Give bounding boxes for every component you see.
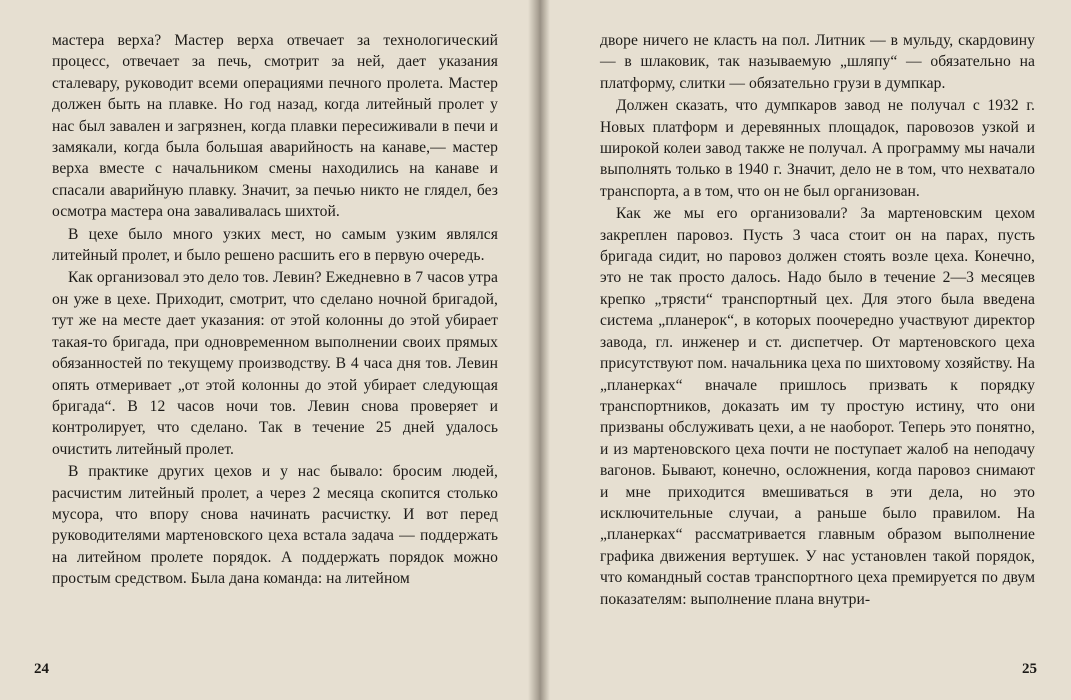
right-page — [538, 0, 1071, 700]
left-paragraph-3: Как организовал это дело тов. Левин? Ежедневно в 7 часов утра он уже в цехе. Приходит, смотрит, что сделано ночной бригадой, тут же на месте дает указания: от этой колонны до этой убирает такая-то бригада, при одновременном выполнении своих прямых обязанностей по текущему производству. В 4 часа дня тов. Левин опять отмеривает „от этой колонны до этой убирает следующая бригада“. В 12 часов ночи тов. Левин снова проверяет и контролирует, что сделано. Так в течение 25 дней удалось очистить литейный пролет. — [52, 269, 498, 458]
right-page-number: 25 — [1022, 661, 1037, 677]
right-paragraph-3: Как же мы его организовали? За мартеновским цехом закреплен паровоз. Пусть 3 часа стоит он на парах, пусть бригада сидит, но паровоз должен стоять возле цеха. Конечно, это не так просто далось. Надо было в течение 2—3 месяцев крепко „трясти“ транспортный цех. Для этого была введена система „планерок“, в которых поочередно участвуют директор завода, гл. инженер и ст. диспетчер. От мартеновского цеха присутствуют пом. начальника цеха по шихтовому хозяйству. На „планерках“ вначале пришлось призвать к порядку транспортников, доказать им ту простую истину, что они призваны обслуживать цехи, а не наоборот. Теперь это понятно, и из мартеновского цеха почти не поступает жалоб на неподачу вагонов. Бывают, конечно, осложнения, когда паровоз снимают и мне приходится вмешиваться в эти дела, но это исключительные случаи, а раньше было правилом. На „планерках“ рассматривается главным образом выполнение графика движения вертушек. У нас установлен такой порядок, что командный состав транспортного цеха премируется по двум показателям: выполнение плана внутри- — [600, 205, 1035, 608]
left-paragraph-1: мастера верха? Мастер верха отвечает за технологический процесс, отвечает за печь, смотрит за ней, дает указания сталевару, руководит всеми операциями печного пролета. Мастер должен быть на плавке. Но год назад, когда литейный пролет у нас был завален и загрязнен, когда плавки пересиживали в печи и замякали, когда была большая аварийность на канаве,— мастер верха вместе с начальником смены находились на канаве и спасали аварийную плавку. Значит, за печью никто не глядел, без осмотра мастера она заваливалась шихтой. — [52, 32, 498, 221]
left-paragraph-2: В цехе было много узких мест, но самым узким являлся литейный пролет, и было решено расшить его в первую очередь. — [52, 225, 498, 265]
left-page-number: 24 — [34, 661, 49, 677]
left-paragraph-4: В практике других цехов и у нас бывало: бросим людей, расчистим литейный пролет, а через 2 месяца скопится столько мусора, что впору снова начинать расчистку. И вот перед руководителями мартеновского цеха встала задача — поддержать на литейном пролете порядок. А поддержать порядок можно простым средством. Была дана команда: на литейном — [52, 463, 498, 588]
right-paragraph-2: Должен сказать, что думпкаров завод не получал с 1932 г. Новых платформ и деревянных площадок, паровозов узкой и широкой колеи завод также не получал. А программу мы начали выполнять только в 1940 г. Значит, дело не в том, что нехватало транспорта, а в том, что он не был организован. — [600, 97, 1035, 200]
right-paragraph-1: дворе ничего не класть на пол. Литник — в мульду, скардовину — в шлаковик, так называемую „шляпу“ — обязательно на платформу, слитки — обязательно грузи в думпкар. — [600, 32, 1035, 92]
